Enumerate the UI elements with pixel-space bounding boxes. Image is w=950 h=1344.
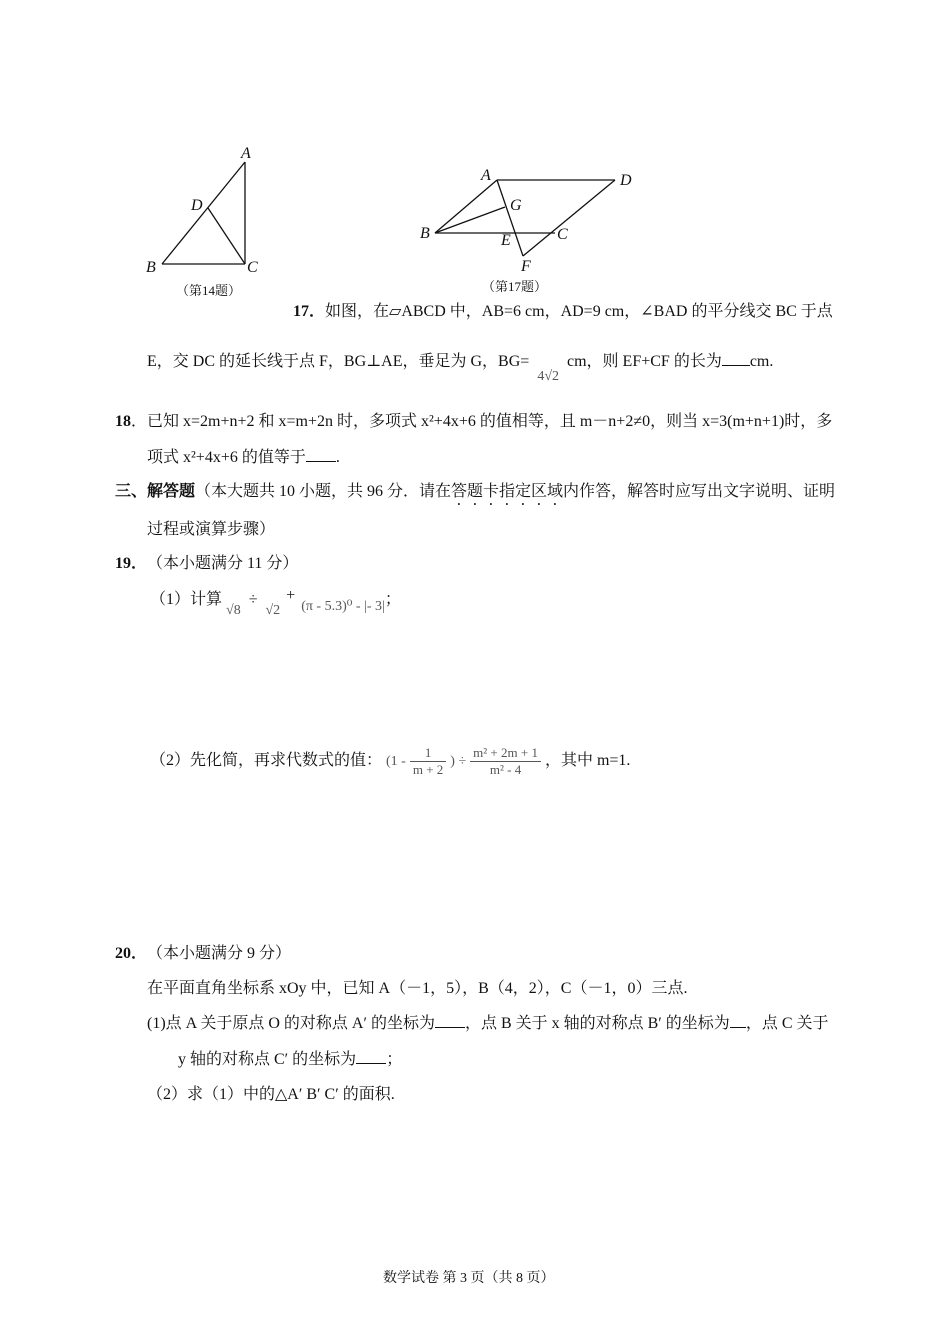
q19-part1-end: ； [384, 591, 401, 608]
section3-line2: 过程或演算步骤） [147, 521, 276, 538]
section3-desc1: （本大题共 10 小题，共 96 分．请在 [195, 483, 452, 500]
q17-bg-value: 4√2 [537, 369, 559, 384]
fig17-label-f: F [521, 258, 531, 275]
fig17-label-b: B [420, 225, 430, 242]
fig17-label-g: G [510, 197, 522, 214]
fig17-label-c: C [557, 226, 568, 243]
q19-header: （本小题满分 11 分） [155, 555, 299, 572]
q20-header-line [115, 940, 291, 963]
figure-14-triangle [140, 140, 280, 280]
figure-17-caption: （第17题） [482, 279, 548, 294]
q20-p1a: (1)点 A 关于原点 O 的对称点 A′ 的坐标为 [147, 1015, 435, 1032]
fig14-label-b: B [146, 259, 156, 276]
fig14-label-a: A [241, 145, 251, 162]
q18-text-line2a: 项式 x²+4x+6 的值等于 [147, 449, 306, 466]
q19-sqrt2: √2 [265, 603, 281, 618]
q17-number: 17． [293, 303, 326, 320]
q20-p1c: ，点 C 关于 [745, 1015, 829, 1032]
q17-text-line2b: cm，则 EF+CF 的长为 [567, 353, 722, 370]
q19-header-line [115, 550, 298, 573]
q17-line1 [293, 298, 833, 321]
section3-desc2: 内作答，解答时应写出文字说明、证明 [563, 483, 836, 500]
q17-answer-blank [722, 364, 750, 366]
q19-part2 [150, 745, 630, 778]
q19-part1-label: （1）计算 [150, 591, 223, 608]
q18-answer-blank [306, 460, 336, 462]
q19-div-sign: ÷ [248, 591, 258, 608]
q19-part1 [150, 586, 401, 618]
q18-text-line1: ．已知 x=2m+n+2 和 x=m+2n 时，多项式 x²+4x+6 的值相等，且 m－n+2≠0，则当 x=3(m+n+1)时，多 [131, 413, 833, 430]
figure-14-caption: （第14题） [176, 283, 242, 298]
q19-part2-label: （2）先化简，再求代数式的值： [150, 752, 383, 770]
q19-number: 19． [115, 555, 148, 572]
section3-emphasis: 答题卡指定区域 [451, 483, 564, 500]
q17-text-line2a: E，交 DC 的延长线于点 F，BG⊥AE，垂足为 G，BG= [147, 353, 530, 370]
fig17-label-a: A [481, 167, 491, 184]
q20-part1-line2 [178, 1046, 402, 1069]
q19-fraction-1-top: 1 [410, 745, 446, 762]
q19-fraction-1 [410, 745, 446, 778]
q20-answer-blank-c [356, 1062, 386, 1064]
page-footer: 数学试卷 第 3 页（共 8 页） [383, 1271, 555, 1286]
q20-part2: （2）求（1）中的△A′ B′ C′ 的面积. [147, 1086, 395, 1103]
q17-line2 [147, 348, 774, 384]
q20-intro: 在平面直角坐标系 xOy 中，已知 A（－1，5），B（4，2），C（－1，0）三点. [147, 980, 688, 997]
q19-part2-open: (1 - [386, 754, 406, 770]
q20-p1b: ，点 B 关于 x 轴的对称点 B′ 的坐标为 [464, 1015, 730, 1032]
fig17-label-e: E [501, 232, 511, 249]
fig17-label-d: D [620, 172, 632, 189]
q18-line1 [115, 408, 832, 431]
q19-sqrt8: √8 [226, 603, 241, 618]
q19-part2-end: ，其中 m=1. [544, 752, 631, 770]
q20-p1d: y 轴的对称点 C′ 的坐标为 [178, 1051, 357, 1068]
q20-answer-blank-a [435, 1026, 465, 1028]
q20-number: 20． [115, 945, 148, 962]
q17-text-line2c: cm. [749, 353, 774, 370]
fig14-label-d: D [191, 197, 203, 214]
q20-p1e: ； [386, 1051, 403, 1068]
q19-plus-sign: + [286, 587, 296, 604]
q17-text-line1: 如图，在▱ABCD 中，AB=6 cm，AD=9 cm，∠BAD 的平分线交 BC 于点 [325, 303, 833, 320]
q19-expr-c: (π - 5.3)⁰ - |- 3| [301, 599, 385, 614]
q19-fraction-2-top: m² + 2m + 1 [470, 745, 541, 762]
q20-header: （本小题满分 9 分） [155, 945, 292, 962]
section3-line1 [115, 478, 835, 509]
q18-line2 [147, 444, 340, 467]
q19-fraction-2-bottom: m² - 4 [489, 762, 522, 777]
fig14-label-c: C [247, 259, 258, 276]
figure-17-parallelogram [415, 160, 645, 275]
q20-answer-blank-b [730, 1026, 746, 1028]
q19-part2-close: ) ÷ [450, 754, 467, 770]
q18-text-line2b: . [335, 449, 340, 466]
section3-title: 三、解答题 [115, 483, 196, 500]
q18-number: 18 [115, 413, 131, 430]
q19-fraction-2 [470, 745, 541, 778]
q20-part1-line1 [147, 1010, 829, 1033]
q19-fraction-1-bottom: m + 2 [412, 762, 444, 777]
